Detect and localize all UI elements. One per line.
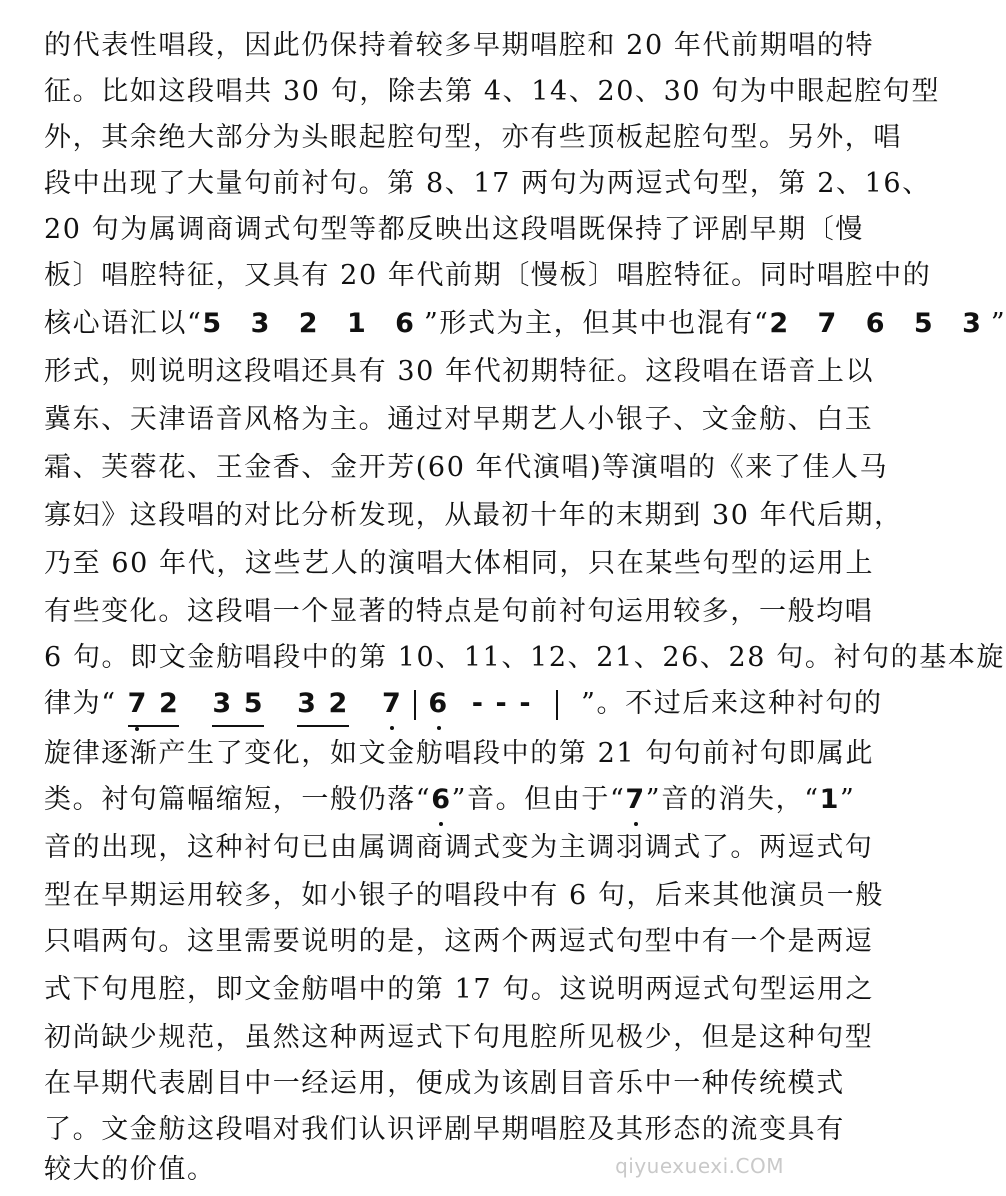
notation-motif-53216: 5 3 2 1 6 [202, 308, 424, 339]
low-octave-dot [437, 726, 441, 730]
text-fragment: ”。不过后来这种衬句的 [581, 688, 883, 719]
bar-line [414, 690, 416, 720]
text-line: 板〕唱腔特征，又具有 20 年代前期〔慢板〕唱腔特征。同时唱腔中的 [44, 260, 932, 291]
text-fragment: 律为“ [44, 688, 117, 719]
text-line: 了。文金舫这段唱对我们认识评剧早期唱腔及其形态的流变具有 [44, 1114, 845, 1145]
text-line: 的代表性唱段，因此仍保持着较多早期唱腔和 20 年代前期唱的特 [44, 30, 875, 61]
text-line-with-notes [44, 780, 856, 826]
text-line: 旋律逐渐产生了变化，如文金舫唱段中的第 21 句句前衬句即属此 [44, 738, 875, 769]
note-group-text: 7 2 [127, 688, 180, 719]
text-line: 6 句。即文金舫唱段中的第 10、11、12、21、26、28 句。衬句的基本旋 [44, 642, 1006, 673]
note [382, 684, 402, 724]
text-line: 乃至 60 年代，这些艺人的演唱大体相同，只在某些句型的运用上 [44, 548, 875, 579]
note-text: 6 [428, 688, 449, 719]
text-line: 在早期代表剧目中一经运用，便成为该剧目音乐中一种传统模式 [44, 1068, 845, 1099]
site-watermark: qiyuexuexi.COM [615, 1154, 784, 1178]
text-line: 霜、芙蓉花、王金香、金开芳(60 年代演唱)等演唱的《来了佳人马 [44, 452, 889, 483]
text-line: 型在早期运用较多，如小银子的唱段中有 6 句，后来其他演员一般 [44, 880, 884, 911]
note [428, 684, 448, 724]
text-line: 形式，则说明这段唱还具有 30 年代初期特征。这段唱在语音上以 [44, 356, 875, 387]
note [625, 780, 645, 820]
low-octave-dot [135, 727, 139, 731]
note-group: 3 5 [212, 684, 264, 727]
low-octave-dot [390, 726, 394, 730]
text-line-with-motifs [44, 304, 1006, 344]
note-text: 6 [431, 784, 452, 815]
text-line: 段中出现了大量句前衬句。第 8、17 两句为两逗式句型，第 2、16、 [44, 168, 931, 199]
text-line: 较大的价值。 [44, 1154, 216, 1185]
note-group: 3 2 [297, 684, 349, 727]
text-line: 初尚缺少规范，虽然这种两逗式下句甩腔所见极少，但是这种句型 [44, 1022, 874, 1053]
text-fragment: ” [990, 308, 1006, 339]
low-octave-dot [634, 822, 638, 826]
text-line: 只唱两句。这里需要说明的是，这两个两逗式句型中有一个是两逗 [44, 926, 874, 957]
text-fragment: ” [840, 784, 856, 815]
notation-motif-27653: 2 7 6 5 3 [769, 308, 991, 339]
low-octave-dot [439, 822, 443, 826]
note-text: 7 [381, 688, 403, 719]
text-line: 冀东、天津语音风格为主。通过对早期艺人小银子、文金舫、白玉 [44, 404, 874, 435]
dash-sustain: - - - [471, 688, 533, 719]
text-fragment: ”音。但由于“ [451, 784, 626, 815]
jianpu-score [117, 688, 582, 719]
bar-line [556, 690, 558, 720]
note-text: 7 [625, 784, 646, 815]
text-fragment: ”音的消失，“ [645, 784, 820, 815]
text-line-with-score [44, 684, 883, 730]
text-line: 寡妇》这段唱的对比分析发现，从最初十年的末期到 30 年代后期， [44, 500, 903, 531]
text-fragment: ”形式为主，但其中也混有“ [423, 308, 770, 339]
note [431, 780, 451, 820]
text-line: 有些变化。这段唱一个显著的特点是句前衬句运用较多，一般均唱 [44, 596, 874, 627]
text-line: 外，其余绝大部分为头眼起腔句型，亦有些顶板起腔句型。另外，唱 [44, 122, 902, 153]
text-line: 20 句为属调商调式句型等都反映出这段唱既保持了评剧早期〔慢 [44, 214, 864, 245]
text-fragment: 类。衬句篇幅缩短，一般仍落“ [44, 784, 432, 815]
text-fragment: 核心语汇以“ [44, 308, 203, 339]
text-line: 征。比如这段唱共 30 句，除去第 4、14、20、30 句为中眼起腔句型 [44, 76, 941, 107]
note-group [128, 684, 180, 727]
text-line: 式下句甩腔，即文金舫唱中的第 17 句。这说明两逗式句型运用之 [44, 974, 875, 1005]
note: 1 [819, 784, 840, 815]
text-line: 音的出现，这种衬句已由属调商调式变为主调羽调式了。两逗式句 [44, 832, 874, 863]
